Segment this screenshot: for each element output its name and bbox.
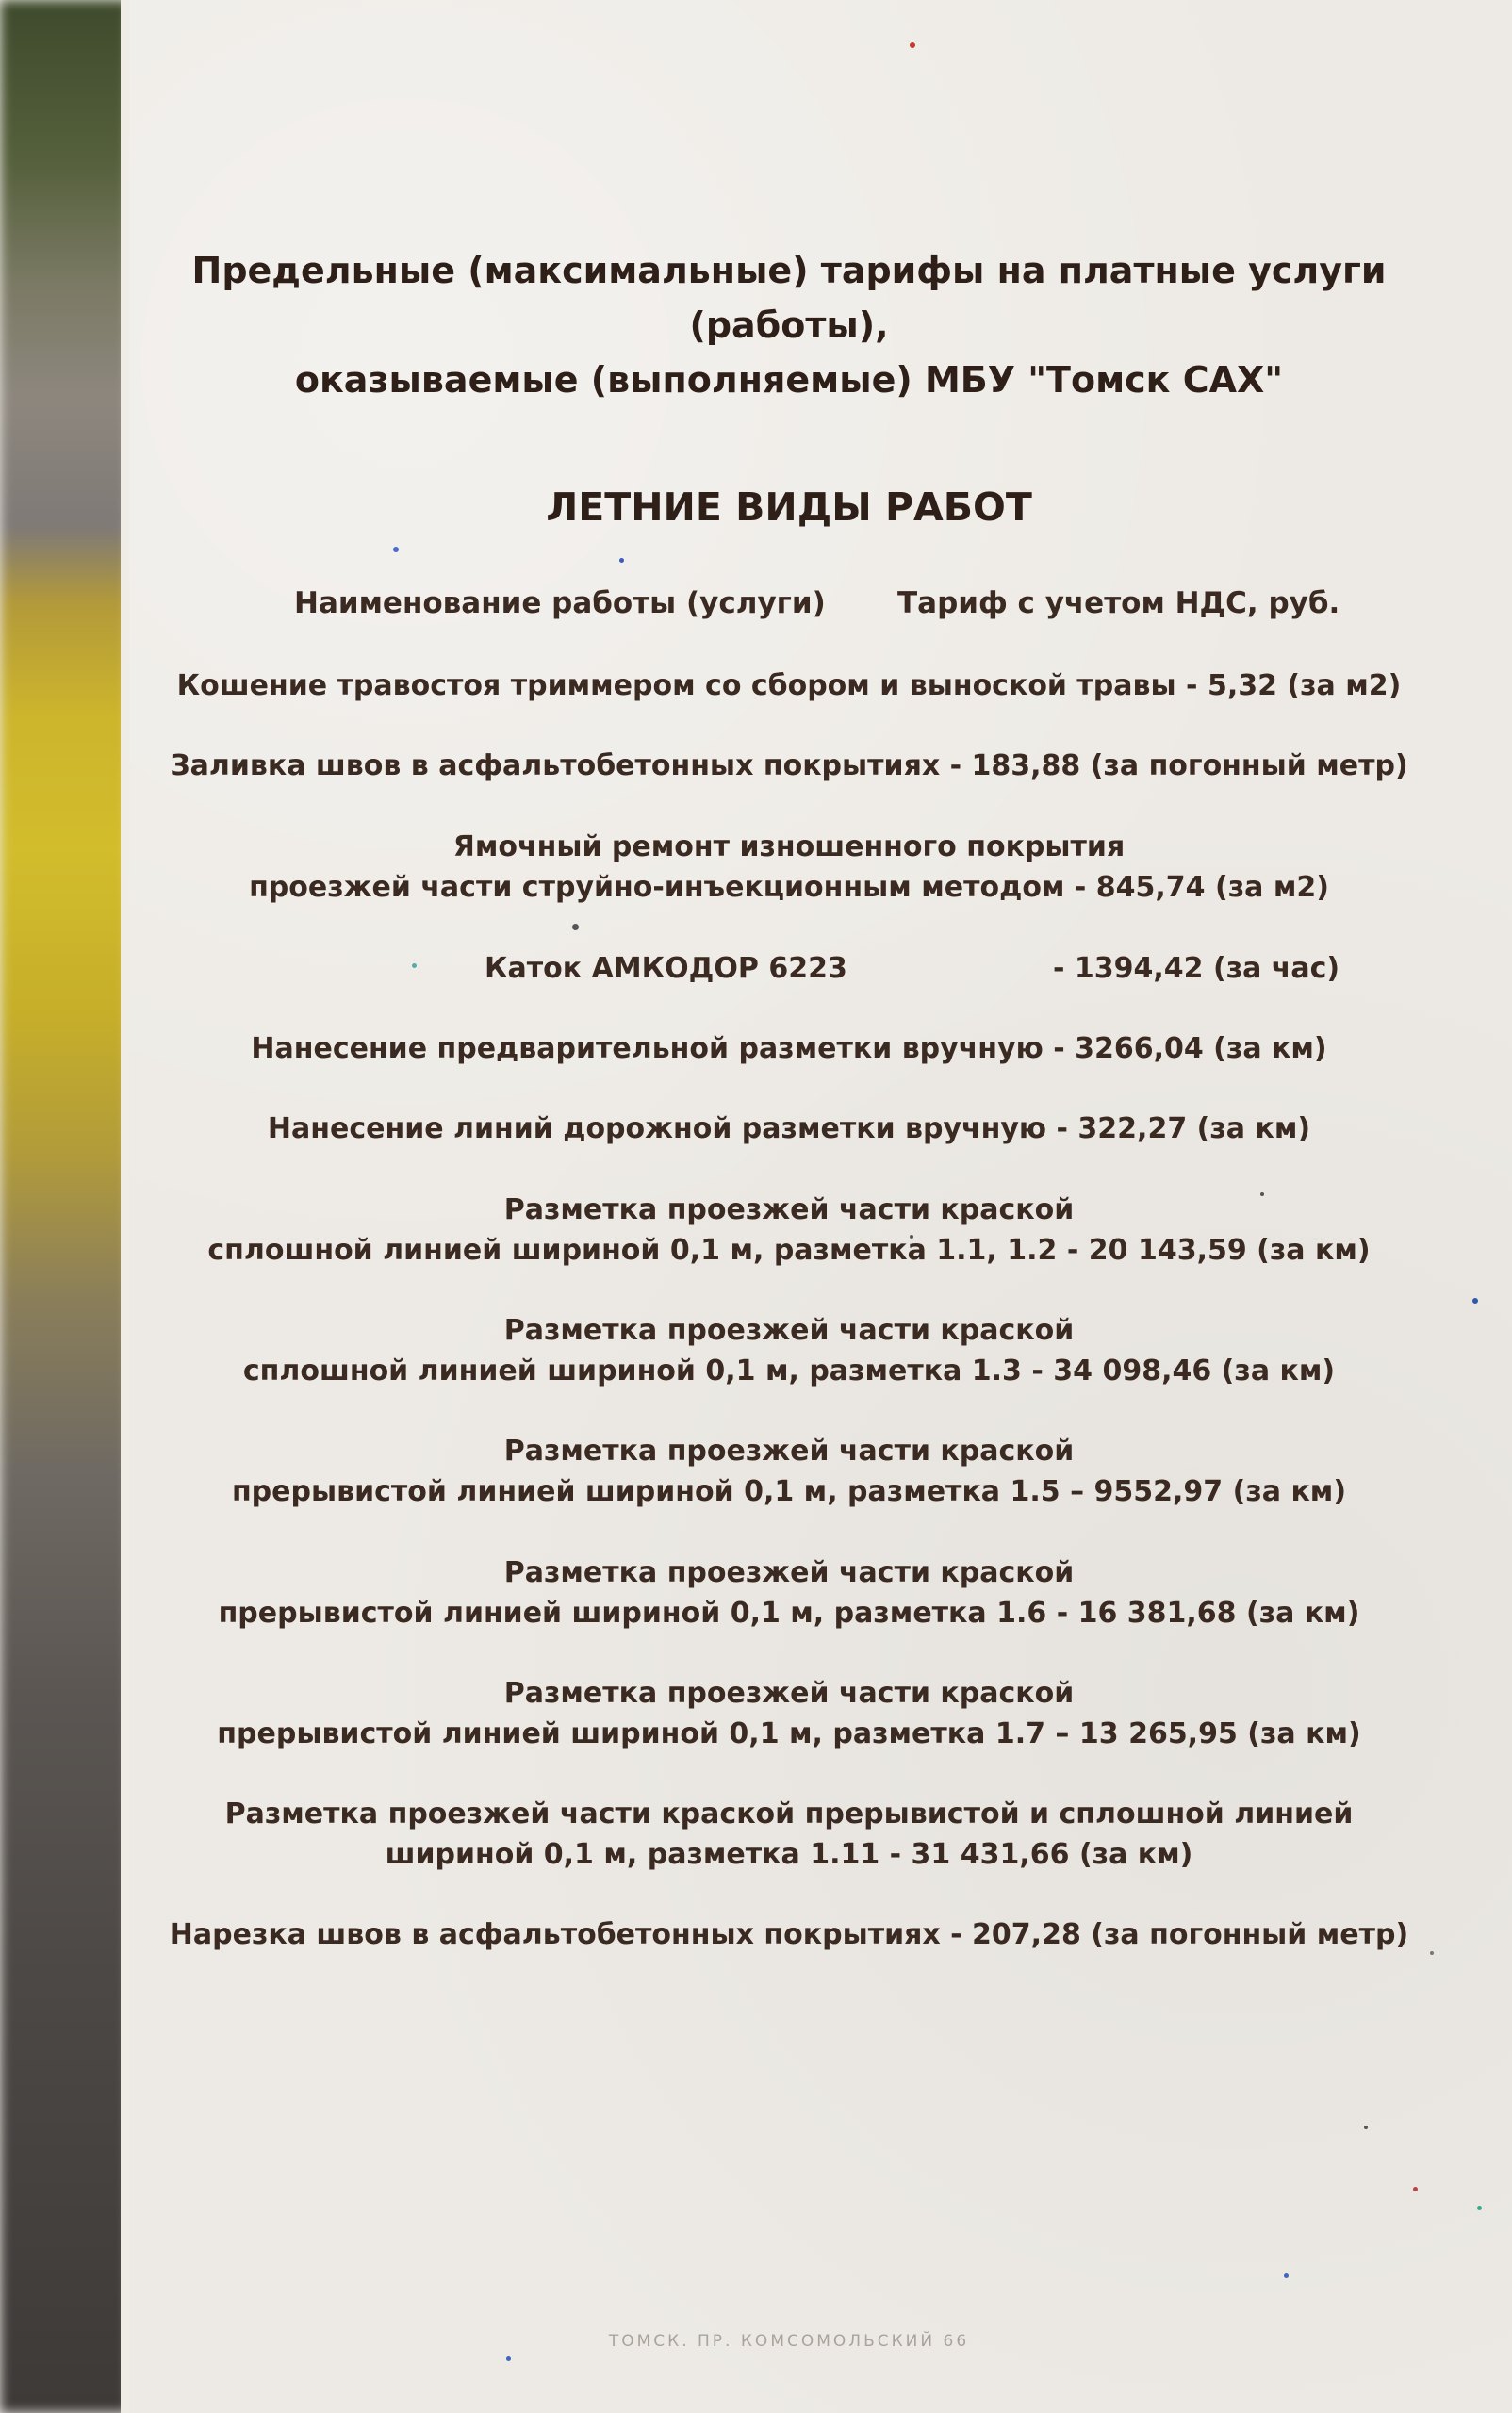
tariff-item (129, 1552, 1449, 1633)
tariff-item-line: Нарезка швов в асфальтобетонных покрытиях - 207,28 (за погонный метр) (169, 1918, 1409, 1951)
tariff-item-line: Разметка проезжей части краской (503, 1556, 1075, 1589)
tariff-item-line: проезжей части струйно-инъекционным методом - 845,74 (за м2) (249, 871, 1329, 904)
tariff-item (129, 746, 1449, 786)
tariff-item-line: прерывистой линией шириной 0,1 м, разметка 1.7 – 13 265,95 (за км) (217, 1717, 1361, 1750)
tariff-item-line: Разметка проезжей части краской (503, 1435, 1075, 1468)
tariff-item-price: - 1394,42 (за час) (1053, 952, 1340, 985)
tariff-item-line: Ямочный ремонт изношенного покрытия (452, 830, 1126, 863)
tariff-item-line: Нанесение линий дорожной разметки вручную - 322,27 (за км) (267, 1112, 1311, 1145)
tariff-item-line: прерывистой линией шириной 0,1 м, разметка 1.5 – 9552,97 (за км) (231, 1475, 1347, 1508)
tariff-item-line: Нанесение предварительной разметки вручную - 3266,04 (за км) (251, 1032, 1327, 1065)
tariff-item (129, 1673, 1449, 1754)
tariff-item-line: Разметка проезжей части краской (503, 1677, 1075, 1710)
tariff-item (129, 1794, 1449, 1875)
title-line-2: оказываемые (выполняемые) МБУ "Томск САХ" (294, 359, 1284, 401)
side-road-photo (0, 0, 129, 2413)
footer-address: ТОМСК. ПР. КОМСОМОЛЬСКИЙ 66 (608, 2332, 970, 2351)
tariff-item (129, 1108, 1449, 1149)
document-title (129, 243, 1449, 407)
tariff-item-line: прерывистой линией шириной 0,1 м, разметка 1.6 - 16 381,68 (за км) (218, 1597, 1360, 1630)
tariff-item-line: Кошение травостоя триммером со сбором и выноской травы - 5,32 (за м2) (176, 669, 1402, 702)
tariff-item (129, 1310, 1449, 1391)
tariff-item (129, 827, 1449, 908)
tariff-item (129, 1431, 1449, 1512)
title-line-1: Предельные (максимальные) тарифы на платные услуги (работы), (191, 250, 1387, 346)
tariff-item (129, 665, 1449, 706)
tariff-item (129, 1914, 1449, 1955)
header-tariff-column: Тариф с учетом НДС, руб. (897, 586, 1340, 620)
tariff-item-line: Разметка проезжей части краской (503, 1193, 1075, 1226)
tariff-item-line: сплошной линией шириной 0,1 м, разметка 1.1, 1.2 - 20 143,59 (за км) (207, 1234, 1371, 1267)
tariff-item-line: Разметка проезжей части краской прерывистой и сплошной линией (224, 1797, 1354, 1830)
tariff-item-name: Каток АМКОДОР 6223 (485, 952, 847, 985)
section-title: ЛЕТНИЕ ВИДЫ РАБОТ (546, 484, 1032, 530)
tariff-item (129, 1028, 1449, 1069)
tariff-item-line: сплошной линией шириной 0,1 м, разметка 1.3 - 34 098,46 (за км) (242, 1354, 1336, 1387)
tariff-item (129, 1190, 1449, 1271)
tariff-item-line: Заливка швов в асфальтобетонных покрытиях - 183,88 (за погонный метр) (170, 749, 1408, 782)
header-name-column: Наименование работы (услуги) (294, 586, 826, 620)
tariff-item-line: Разметка проезжей части краской (503, 1314, 1075, 1347)
tariff-item-line: шириной 0,1 м, разметка 1.11 - 31 431,66 (за км) (385, 1838, 1193, 1871)
